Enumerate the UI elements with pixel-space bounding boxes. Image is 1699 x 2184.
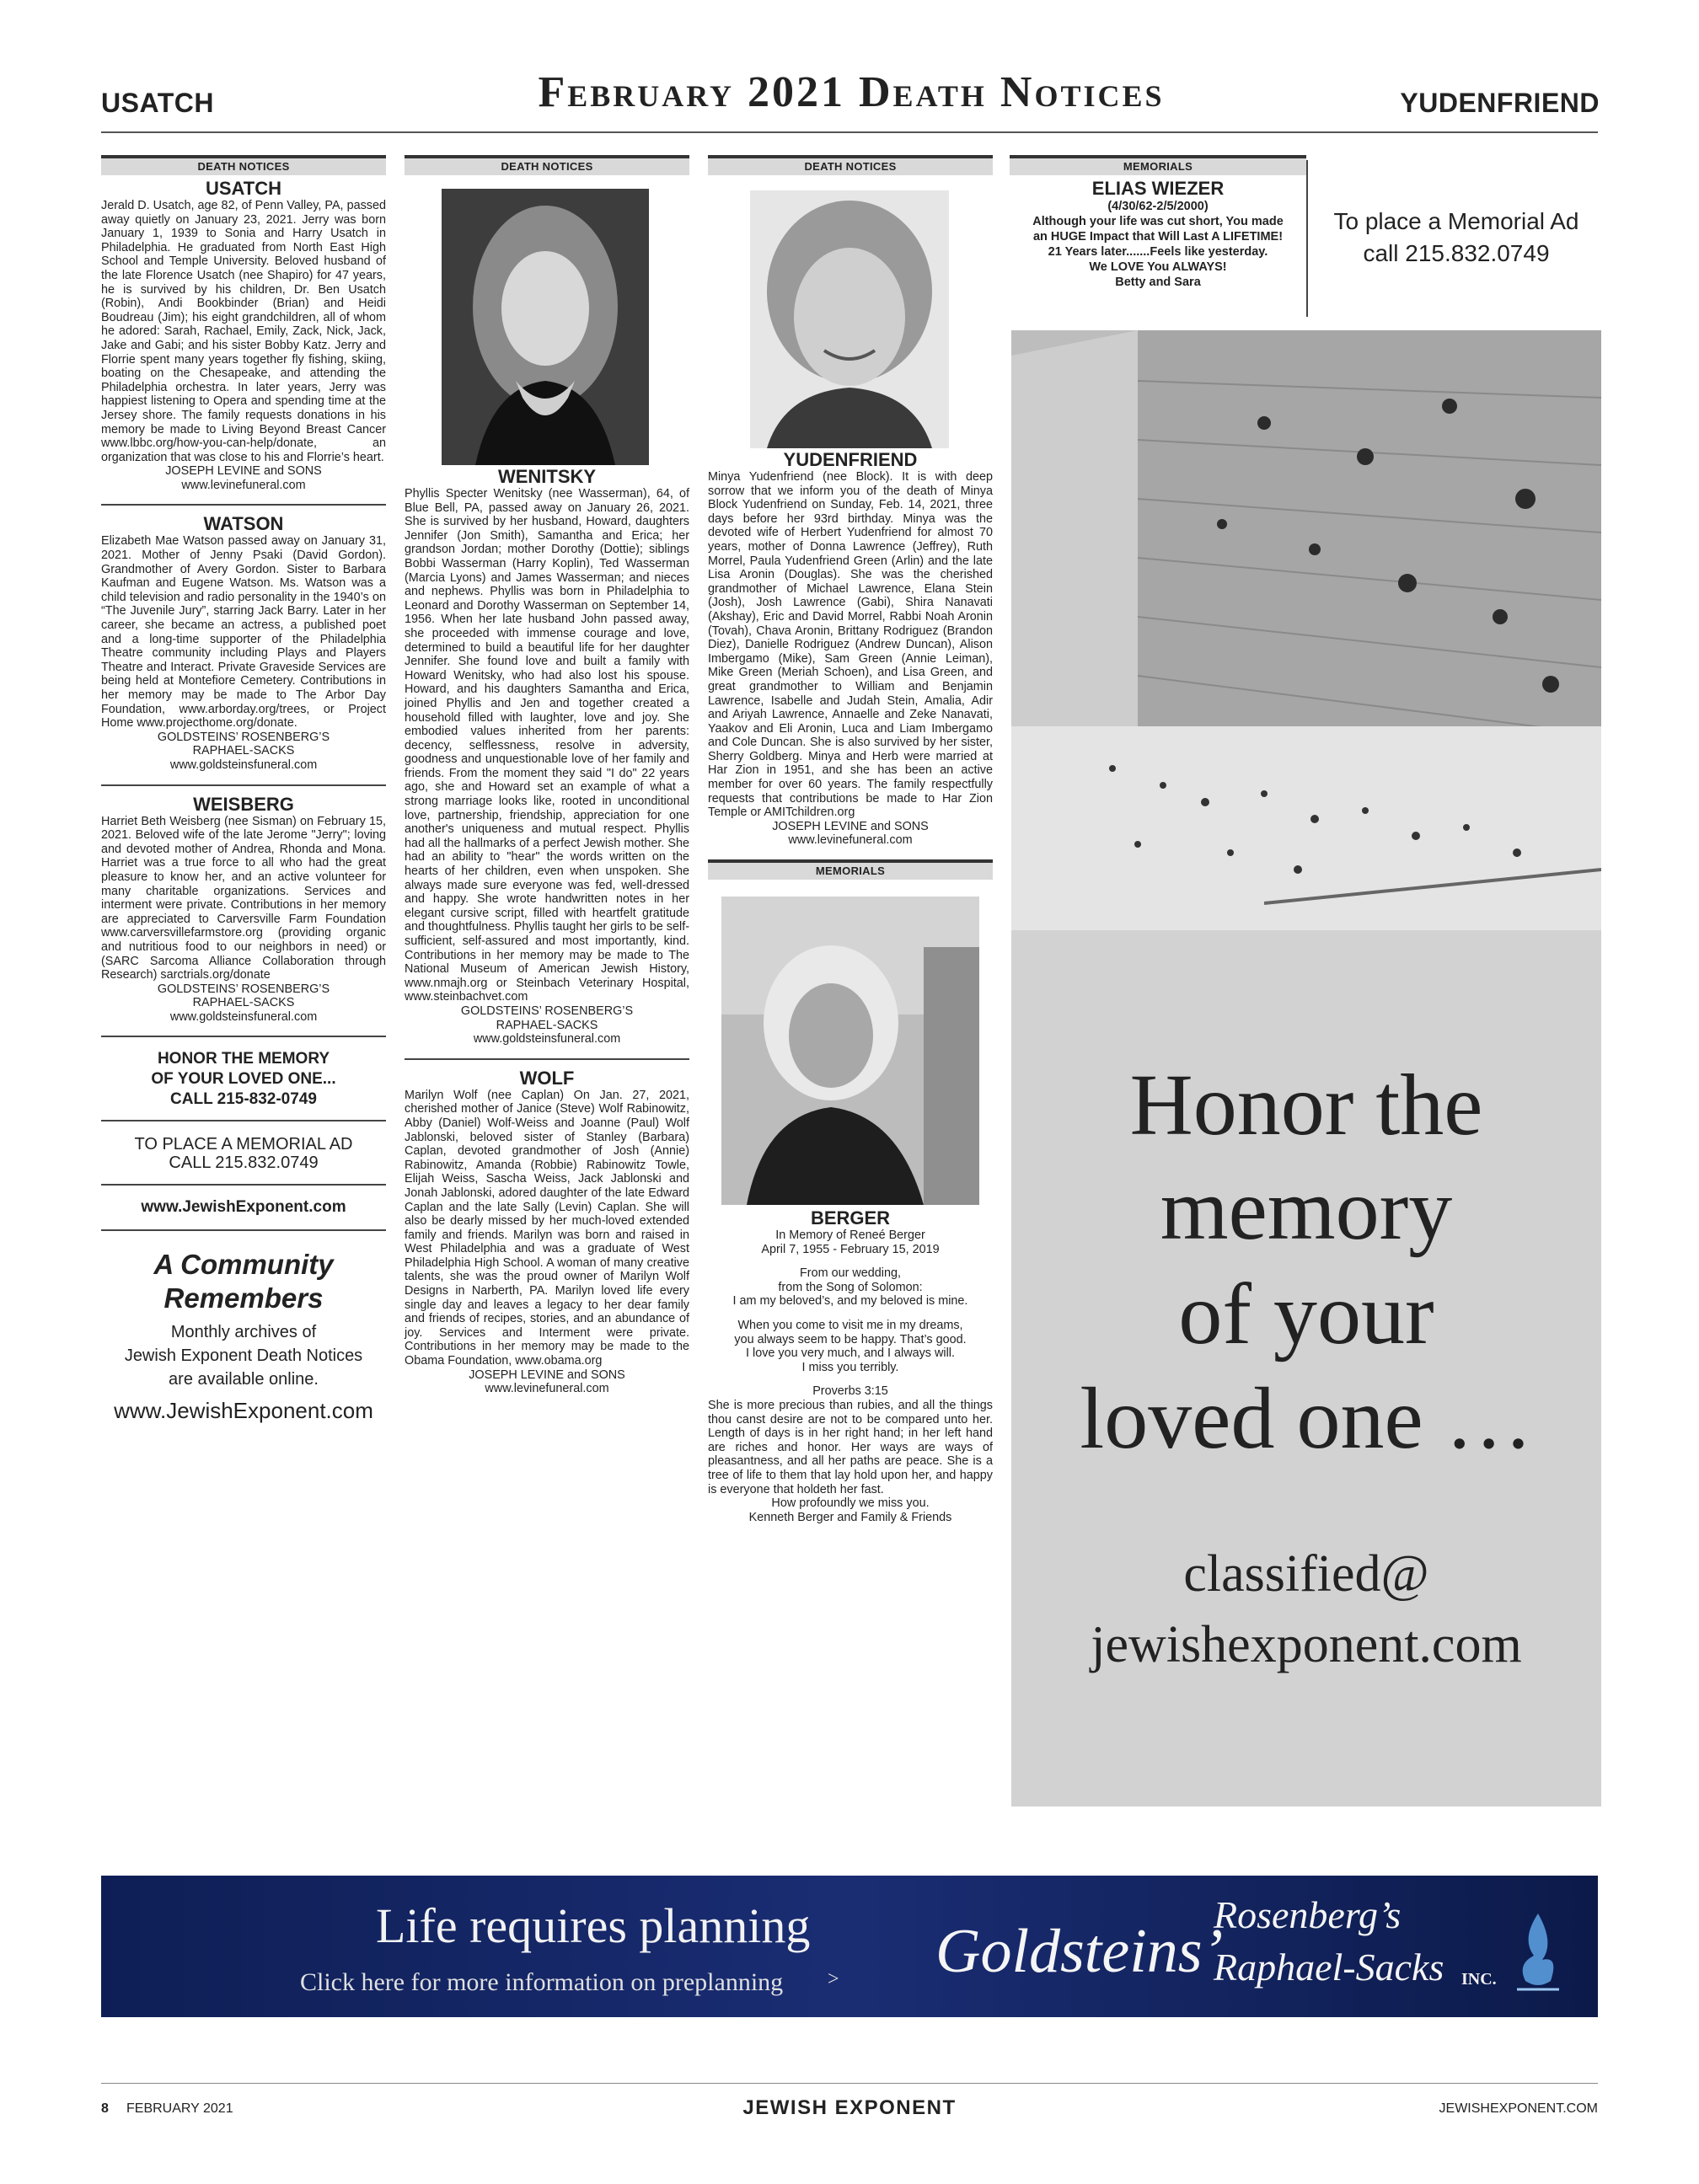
preplanning-banner[interactable] xyxy=(101,1876,1598,2017)
ad-line-1: Honor the xyxy=(1129,1057,1483,1154)
weisberg-name: WEISBERG xyxy=(193,793,294,815)
ad-line-3: of your xyxy=(1178,1266,1434,1362)
divider xyxy=(101,784,386,786)
usatch-funeral-url[interactable]: www.levinefuneral.com xyxy=(181,478,306,492)
berger-verse-2c: I love you very much, and I always will. xyxy=(746,1346,955,1361)
usatch-text: Jerald D. Usatch, age 82, of Penn Valley, PA, passed away quietly on January 23, 2021. Jerry was born January 1, 1939 to Sonia and Harry Usatch in Philadelphia. He graduated from North East High School and Temple University. Beloved husband of the late Florence Usatch (nee Shapiro) for 47 years, he is survived by his children, Dr. Ben Usatch (Robin), Andi Bookbinder (Brian) and Heidi Boudreau (Jim); his eight grandchildren, all of whom he adored: Sarah, Rachael, Emily, Zack, Nick, Jack, Jake and Gabi; and his sister Bobby Katz. Jerry and Florrie spent many years together fly fishing, skiing, boating on the Chesapeake, and attending the Philadelphia orchestra. In later years, Jerry was happiest listening to Opera and spending time at the Jersey shore. The family requests donations in his memory be made to Living Beyond Breast Cancer www.lbbc.org/how-you-can-help/donate, an organization that was close to his and Florrie’s heart. xyxy=(101,199,386,464)
weisberg-text: Harriet Beth Weisberg (nee Sisman) on February 15, 2021. Beloved wife of the late Jerome "Jerry"; loving and devoted mother of Andrea, Rhonda and Mona. Harriet was a true force to all who had the great pleasure to know her, and an active volunteer for many charitable organizations. Services and interment were private. Contributions in her memory are appreciated to Carversville Farm Foundation www.carversvillefarmstore.org (providing organic and nutritious food to our neighbors in need) or (SARC Sarcoma Alliance Collaboration through Research) sarctrials.org/donate xyxy=(101,814,386,982)
wolf-text: Marilyn Wolf (nee Caplan) On Jan. 27, 2021, cherished mother of Janice (Steve) Wolf Rabinowitz, Abby (Daniel) Wolf-Weiss and Joanne (Paul) Wolf Jablonski, beloved sister of Stanley (Barbara) Caplan, devoted grandmother of Josh (Annie) Rabinowitz, Amanda (Robbie) Rabinowitz Towle, Elijah Weiss, Sascha Weiss, Jack Jablonski and Jonah Jablonski, adored daughter of the late Edward Caplan and the late Sally (Levin) Caplan. She will also be dearly missed by her much-loved extended family and friends. Marilyn was born and raised in West Philadelphia and was a graduate of West Philadelphia High School. A woman of many creative talents, she was the proud owner of Marilyn Wolf Designs in Narberth, PA. Marilyn loved life every single day and leaves a legacy to her dear family and friends of recipes, stories, and an abundance of joy. Services and Interment were private. Contributions in her memory may be made to the Obama Foundation, www.obama.org xyxy=(405,1088,689,1368)
wiezer-line-1: Although your life was cut short, You made xyxy=(1032,215,1284,228)
community-text-2: Jewish Exponent Death Notices xyxy=(124,1346,363,1366)
honor-memory-line-1: HONOR THE MEMORY xyxy=(157,1050,330,1068)
community-url[interactable]: www.JewishExponent.com xyxy=(114,1398,373,1424)
footer-rule xyxy=(101,2083,1598,2084)
section-header: DEATH NOTICES xyxy=(405,155,689,175)
column-3 xyxy=(708,155,993,1524)
berger-proverbs-text: She is more precious than rubies, and all the things thou canst desire are not to be compared unto her. Length of days is in her right hand; in her left hand are riches and honor. Her ways are ways of pleasantness, and all her paths are peace. She is a tree of life to them that lay hold upon her, and happy is everyone that holdeth her fast. xyxy=(708,1398,993,1496)
community-text-1: Monthly archives of xyxy=(170,1323,317,1342)
place-ad-phone: CALL 215.832.0749 xyxy=(169,1154,319,1173)
berger-verse-2b: you always seem to be happy. That’s good. xyxy=(734,1332,967,1346)
footer-page-number: 8 xyxy=(101,2101,109,2116)
wenitsky-name: WENITSKY xyxy=(497,466,597,487)
memorial-callout xyxy=(1315,206,1598,270)
section-header: DEATH NOTICES xyxy=(708,155,993,175)
berger-photo-area xyxy=(708,880,993,1208)
yudenfriend-photo-area xyxy=(708,175,993,450)
berger-proverbs-ref: Proverbs 3:15 xyxy=(812,1384,888,1399)
wiezer-memorial xyxy=(1010,155,1306,290)
watson-funeral-url[interactable]: www.goldsteinsfuneral.com xyxy=(169,757,318,772)
yudenfriend-text: Minya Yudenfriend (nee Block). It is with deep sorrow that we inform you of the death of Minya Block Yudenfriend on Sunday, Feb. 14, 2021, three days before her 93rd birthday. Minya was the devoted wife of Herbert Yudenfriend for almost 70 years, mother of Donna Lawrence (Jeffrey), Ruth Morrel, Paula Yudenfriend Green (Arlin) and the late Lisa Aronin (Douglas). She was the cherished grandmother of Michael Lawrence, Elana Stein (Josh), Josh Lawrence (Gabi), Shira Nanavati (Akshay), Eric and David Morrel, Rabbi Noah Aronin (Tovah), Chava Aronin, Brittany Rodriguez (Brandon Diez), Danielle Rodriguez (Andrew Duncan), Alison Imbergamo (Mike), Sam Green (Annie Leiman), Mike Green (Meriah Schoen), and Lisa Green, and great grandmother to William and Benjamin Lawrence, Isabelle and Judah Stein, Amalia, Adir and Ariyah Lawrence, Annaelle and Zeke Nanavati, Yaakov and Eli Aronin, Luca and Liam Imbergamo and Cole Duncan. She is also survived by her sister, Sherry Goldberg. Minya and Herb were married at Har Zion in 1951, and she has been an active member for over 60 years. The family respectfully requests that contributions be made to Har Zion Temple or AMITchildren.org xyxy=(708,470,993,820)
footer-publication: JEWISH EXPONENT xyxy=(742,2096,957,2119)
page-title: February 2021 Death Notices xyxy=(538,68,1165,116)
wenitsky-text: Phyllis Specter Wenitsky (nee Wasserman), 64, of Blue Bell, PA, passed away on January 26, 2021. She is survived by her husband, Howard, daughters Jennifer (Jon Smith), Samantha and Erica; her grandson Jordan; mother Dorothy (Dottie); siblings Bobbi Wasserman (Harry Koplin), Ted Wasserman (Marcia Lyons) and James Wasserman; and nieces and nephews. Phyllis was born in Philadelphia to Leonard and Dorothy Wasserman on September 14, 1956. When her late husband John passed away, she proceeded with immense courage and love, determined to build a beautiful life for her daughter Jennifer. She found love and built a family with Howard Wenitsky, who had also lost his spouse. Howard, and his daughters Samantha and Erica, joined Phyllis and Jen and together created a household filled with laughter, love and joy. She embodied values inherited from her parents: decency, selflessness, resolve in adversity, goodness and unquestionable love of her family and friends. From the moment they said "I do" 22 years ago, she and Howard set an example of what a strong marriage looks like, rooted in unconditional love, partnership, friendship, appreciation for one another's uniqueness and mutual respect. Phyllis had all the hallmarks of a perfect Jewish mother. She had an ability to "hear" the words written on the hearts of her children, even when unspoken. She always made sure everyone was fed, well-dressed and happy. She wrote handwritten notes in her elegant cursive script, filled with heartfelt gratitude and thoughtfulness. Phyllis taught her girls to be self-sufficient, self-assured and most importantly, kind. Contributions in her memory may be made to The National Museum of American Jewish History, www.nmajh.org or Steinbach Veterinary Hospital, www.steinbachvet.com xyxy=(405,487,689,1004)
berger-name: BERGER xyxy=(810,1207,891,1229)
ad-email-2[interactable]: jewishexponent.com xyxy=(1091,1616,1522,1673)
berger-verse-2d: I miss you terribly. xyxy=(801,1360,899,1374)
berger-dates: April 7, 1955 - February 15, 2019 xyxy=(761,1242,940,1256)
wiezer-line-3: 21 Years later.......Feels like yesterday. xyxy=(1048,245,1268,259)
wiezer-line-5: Betty and Sara xyxy=(1115,276,1201,289)
banner-logo-raphael-sacks: Raphael-Sacks xyxy=(1214,1946,1444,1989)
banner-logo-inc: INC. xyxy=(1461,1970,1497,1989)
column-2 xyxy=(405,155,689,1396)
honor-memory-ad[interactable] xyxy=(1011,930,1601,1807)
berger-verse-1c: I am my beloved’s, and my beloved is mine. xyxy=(732,1294,968,1309)
memorial-callout-line-1: To place a Memorial Ad xyxy=(1333,208,1579,234)
usatch-funeral-home: JOSEPH LEVINE and SONS xyxy=(165,464,322,479)
banner-logo-goldsteins: Goldsteins’ xyxy=(935,1917,1224,1986)
place-ad-line: TO PLACE A MEMORIAL AD xyxy=(134,1135,353,1154)
wenitsky-funeral-home-2: RAPHAEL-SACKS xyxy=(496,1018,598,1032)
divider xyxy=(101,1184,386,1186)
yudenfriend-funeral-url[interactable]: www.levinefuneral.com xyxy=(788,833,913,848)
wiezer-line-2: an HUGE Impact that Will Last A LIFETIME! xyxy=(1032,230,1284,244)
ad-line-2: memory xyxy=(1160,1161,1453,1258)
flame-icon xyxy=(1509,1909,1568,1994)
banner-logo-rosenbergs: Rosenberg’s xyxy=(1214,1893,1402,1936)
site-link[interactable]: www.JewishExponent.com xyxy=(141,1198,346,1217)
section-header: DEATH NOTICES xyxy=(101,155,386,175)
weisberg-funeral-home-1: GOLDSTEINS’ ROSENBERG’S xyxy=(157,982,330,996)
berger-closing-2: Kenneth Berger and Family & Friends xyxy=(748,1510,952,1524)
usatch-name: USATCH xyxy=(205,178,282,199)
watson-funeral-home-2: RAPHAEL-SACKS xyxy=(192,744,295,758)
western-wall-photo xyxy=(1011,330,1601,930)
berger-verse-2a: When you come to visit me in my dreams, xyxy=(737,1319,963,1332)
community-title-2: Remembers xyxy=(163,1282,324,1314)
column-1 xyxy=(101,155,386,1425)
yudenfriend-photo xyxy=(750,190,949,448)
divider xyxy=(405,1058,689,1060)
section-header: MEMORIALS xyxy=(1010,155,1306,175)
weisberg-funeral-home-2: RAPHAEL-SACKS xyxy=(192,996,295,1010)
divider xyxy=(101,504,386,506)
wolf-funeral-home: JOSEPH LEVINE and SONS xyxy=(469,1368,625,1382)
header-right-name: YUDENFRIEND xyxy=(1400,88,1600,118)
memorial-box-right-rule xyxy=(1306,160,1308,317)
chevron-right-icon: > xyxy=(828,1968,839,1990)
berger-memory-line: In Memory of Reneé Berger xyxy=(775,1228,925,1243)
wiezer-name: ELIAS WIEZER xyxy=(1091,178,1225,199)
header-rule xyxy=(101,131,1598,133)
berger-photo xyxy=(721,897,979,1205)
wolf-name: WOLF xyxy=(519,1067,575,1089)
banner-headline: Life requires planning xyxy=(376,1898,811,1953)
wenitsky-photo-area xyxy=(405,175,689,467)
community-title-1: A Community xyxy=(153,1249,334,1281)
divider xyxy=(101,1036,386,1037)
berger-verse-1a: From our wedding, xyxy=(800,1266,901,1281)
wenitsky-photo xyxy=(442,189,649,465)
footer-date: FEBRUARY 2021 xyxy=(126,2101,233,2116)
berger-verse-1b: from the Song of Solomon: xyxy=(778,1280,923,1294)
wiezer-dates: (4/30/62-2/5/2000) xyxy=(1107,200,1209,213)
section-header: MEMORIALS xyxy=(708,859,993,880)
wolf-funeral-url[interactable]: www.levinefuneral.com xyxy=(485,1382,609,1396)
divider xyxy=(101,1229,386,1231)
weisberg-funeral-url[interactable]: www.goldsteinsfuneral.com xyxy=(169,1009,318,1024)
wenitsky-funeral-url[interactable]: www.goldsteinsfuneral.com xyxy=(473,1032,621,1046)
honor-memory-phone: CALL 215-832-0749 xyxy=(170,1090,317,1109)
watson-funeral-home-1: GOLDSTEINS’ ROSENBERG’S xyxy=(157,730,330,744)
ad-line-4: loved one … xyxy=(1080,1370,1533,1467)
memorial-callout-phone: call 215.832.0749 xyxy=(1363,240,1550,266)
wiezer-line-4: We LOVE You ALWAYS! xyxy=(1089,260,1227,274)
divider xyxy=(101,1120,386,1121)
yudenfriend-funeral-home: JOSEPH LEVINE and SONS xyxy=(772,819,929,833)
ad-email-1[interactable]: classified@ xyxy=(1183,1545,1429,1603)
watson-text: Elizabeth Mae Watson passed away on January 31, 2021. Mother of Jenny Psaki (David Gordon). Grandmother of Avery Gordon. Sister to Barbara Kaufman and Eugene Watson. Ms. Watson was a child television and radio personality in the 1940’s on “The Juvenile Jury”, starring Jack Barry. Later in her career, she became an actress, a published poet and a long-time supporter of the Philadelphia Theatre community including Plays and Players Theatre and Interact. Private Graveside Services are being held at Montefiore Cemetery. Contributions in her memory may be made to The Arbor Day Foundation, www.arborday.org/trees, or Project Home www.projecthome.org/donate. xyxy=(101,534,386,731)
banner-cta[interactable]: Click here for more information on preplanning xyxy=(300,1968,784,1996)
wenitsky-funeral-home-1: GOLDSTEINS’ ROSENBERG’S xyxy=(460,1004,634,1018)
watson-name: WATSON xyxy=(203,513,284,535)
yudenfriend-name: YUDENFRIEND xyxy=(783,449,918,470)
header-left-name: USATCH xyxy=(101,88,214,118)
honor-memory-line-2: OF YOUR LOVED ONE... xyxy=(151,1070,336,1089)
berger-closing-1: How profoundly we miss you. xyxy=(771,1496,930,1511)
community-text-3: are available online. xyxy=(169,1370,319,1389)
footer-site[interactable]: JEWISHEXPONENT.COM xyxy=(1439,2101,1598,2116)
